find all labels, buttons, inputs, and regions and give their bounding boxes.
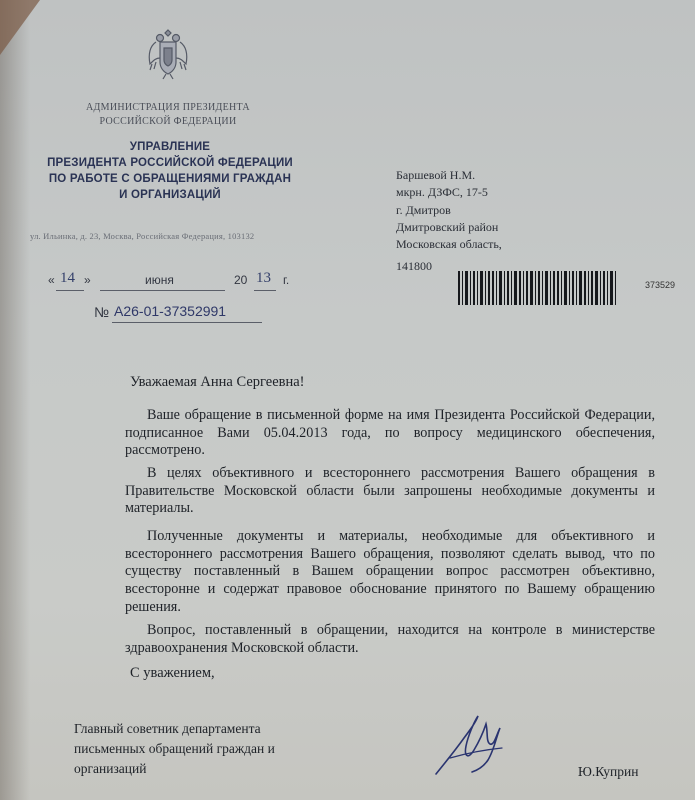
barcode-number: 373529 — [645, 280, 676, 290]
date-year-suffix: 13 — [256, 270, 271, 286]
barcode-icon — [458, 271, 638, 305]
coat-of-arms-icon — [146, 24, 190, 80]
table-corner — [0, 0, 40, 55]
date-day-underline — [56, 290, 84, 291]
recipient-address-line-3: г. Дмитров — [396, 203, 451, 217]
date-close-quote: » — [84, 273, 91, 287]
reference-underline — [112, 322, 262, 323]
recipient-name: Баршевой Н.М. — [396, 168, 476, 182]
recipient-address-line-4: Дмитровский район — [396, 220, 499, 234]
date-year-prefix: 20 — [234, 273, 248, 287]
signer-title-line-3: организаций — [74, 761, 147, 776]
admin-title-line-2: РОССИЙСКОЙ ФЕДЕРАЦИИ — [99, 116, 237, 127]
body-paragraph-1: Ваше обращение в письменной форме на имя Президента Российской Федерации, подписанное Вами 05.04.2013 года, по вопросу медицинского обеспечения, рассмотрено. — [125, 407, 655, 459]
date-year-underline — [254, 290, 276, 291]
recipient-address-line-5: Московская область, — [396, 237, 502, 251]
recipient-address-line-2: мкрн. ДЗФС, 17-5 — [396, 185, 488, 199]
dept-title-line-2: ПРЕЗИДЕНТА РОССИЙСКОЙ ФЕДЕРАЦИИ — [47, 157, 293, 169]
admin-title-line-1: АДМИНИСТРАЦИЯ ПРЕЗИДЕНТА — [86, 102, 250, 113]
signer-title-line-2: письменных обращений граждан и — [74, 741, 275, 756]
letterhead-address: ул. Ильинка, д. 23, Москва, Российская Федерация, 103132 — [30, 231, 255, 241]
date-month-underline — [100, 290, 225, 291]
handwritten-signature-icon — [430, 708, 520, 780]
signer-name: Ю.Куприн — [578, 764, 639, 779]
reference-number: А26-01-37352991 — [114, 303, 227, 319]
paper-edge-shadow — [0, 0, 30, 800]
signer-title-line-1: Главный советник департамента — [74, 721, 261, 736]
body-paragraph-3: Полученные документы и материалы, необходимые для объективного и всестороннего рассмотрения Вашего обращения, позволяют сделать вывод, что по существу поставленный в Вашем обращении вопрос рассмотрен объективно, всесторонне и содержат правовое обоснование принятого по Вашему обращению решения. — [125, 528, 655, 615]
recipient-postcode: 141800 — [396, 259, 432, 273]
dept-title-line-3: ПО РАБОТЕ С ОБРАЩЕНИЯМИ ГРАЖДАН — [48, 173, 292, 185]
closing: С уважением, — [130, 665, 215, 681]
body-paragraph-4: Вопрос, поставленный в обращении, находится на контроле в министерстве здравоохранения Московской области. — [125, 622, 655, 656]
salutation: Уважаемая Анна Сергеевна! — [130, 374, 305, 390]
date-year-mark: г. — [283, 273, 290, 287]
date-open-quote: « — [48, 273, 55, 287]
body-paragraph-2: В целях объективного и всестороннего рассмотрения Вашего обращения в Правительстве Московской области были запрошены необходимые документы и материалы. — [125, 465, 655, 517]
dept-title-line-4: И ОРГАНИЗАЦИЙ — [119, 189, 221, 201]
dept-title-line-1: УПРАВЛЕНИЕ — [129, 141, 211, 153]
date-month: июня — [145, 273, 174, 287]
date-day: 14 — [60, 270, 75, 286]
reference-label: № — [94, 304, 110, 320]
